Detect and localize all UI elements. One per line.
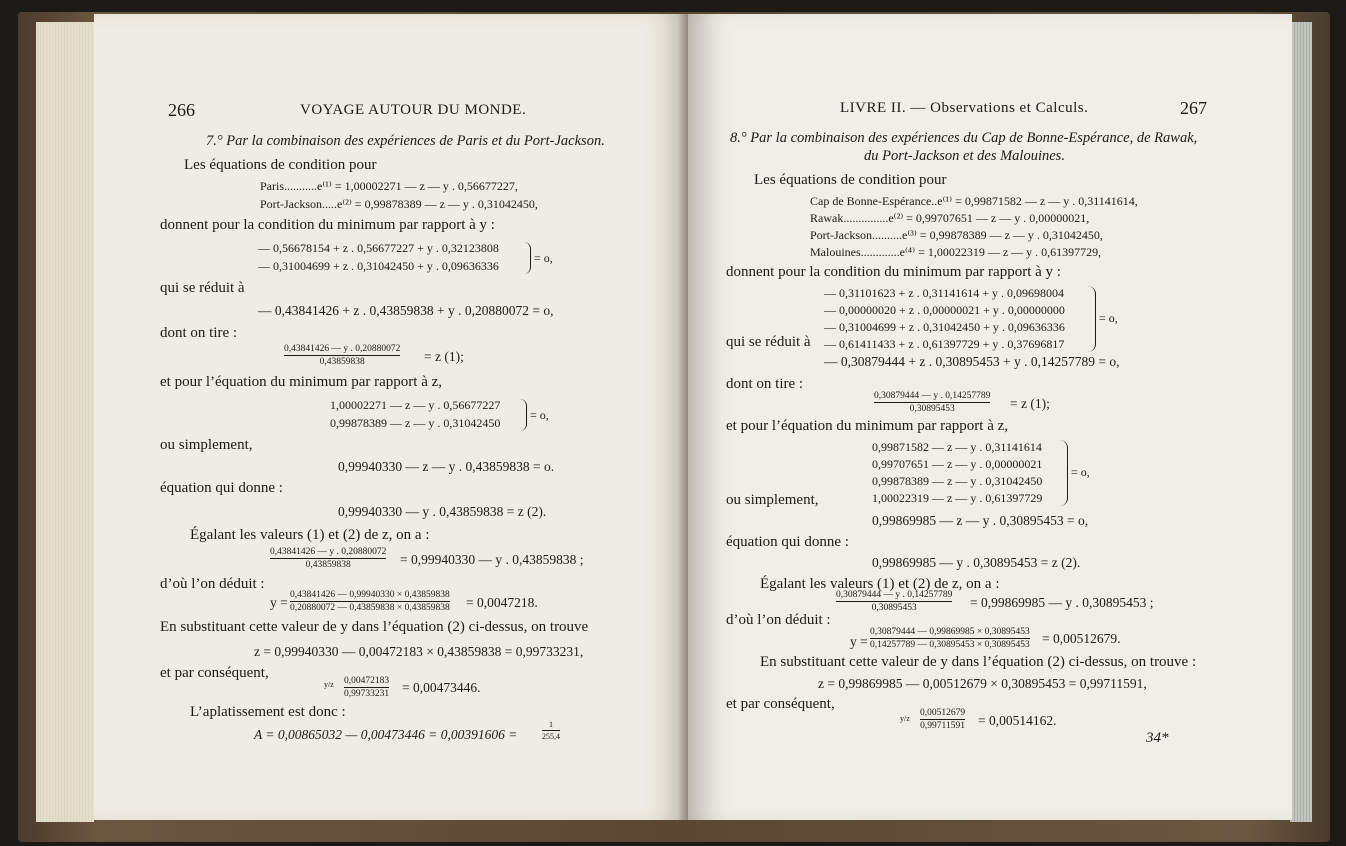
signature-mark: 34* [1146,730,1169,746]
condition-eq-3: Port-Jackson..........e⁽³⁾ = 0,99878389 — z — y . 0,31042450, [810,228,1103,242]
fraction-2-denominator: 0,30895453 [871,603,917,613]
fraction-2-rhs: = 0,99940330 — y . 0,43859838 ; [400,552,584,567]
condition-eq-2: Rawak...............e⁽²⁾ = 0,99707651 — z — y . 0,00000021, [810,211,1090,225]
fraction-1 [284,344,400,367]
min-y-eq-2: — 0,00000020 + z . 0,00000021 + y . 0,00000000 [824,303,1065,317]
equation-donne-text: équation qui donne : [726,534,849,550]
substituant-text: En substituant cette valeur de y dans l’équation (2) ci-dessus, on trouve : [760,654,1197,670]
right-page-edges [1290,22,1312,822]
simplement-text: ou simplement, [726,492,819,508]
fraction-4 [920,708,965,731]
fraction-3-rhs: = 0,00512679. [1042,631,1121,646]
equals-zero: = o, [534,251,553,265]
equals-zero: = o, [1099,311,1118,325]
fraction-1-denominator: 0,43859838 [319,357,365,367]
pour-z-text: et pour l’équation du minimum par rapport à z, [726,418,1009,434]
fraction-4-denominator: 0,99711591 [920,721,965,731]
min-y-eq-2: — 0,31004699 + z . 0,31042450 + y . 0,09636336 [258,259,499,273]
brace [524,242,531,274]
min-y-eq-4: — 0,61411433 + z . 0,61397729 + y . 0,37696817 [824,337,1065,351]
reduces-text: qui se réduit à [726,334,811,350]
egalant-text: Égalant les valeurs (1) et (2) de z, on a : [760,576,1000,592]
dont-on-tire-text: dont on tire : [726,376,804,392]
consequent-text: et par conséquent, [160,665,269,681]
fraction-4-rhs: = 0,00473446. [402,680,481,695]
running-head: LIVRE II. — Observations et Calculs. [840,100,1089,116]
y-lhs: y = [850,634,868,649]
page-number: 266 [168,100,195,120]
equals-zero: = o, [530,408,549,422]
dou-text: d’où l’on déduit : [726,612,831,628]
simple-eq: 0,99869985 — z — y . 0,30895453 = o, [872,513,1089,528]
fraction-1-denominator: 0,30895453 [909,404,955,414]
z-value-eq: z = 0,99940330 — 0,00472183 × 0,43859838 = 0,99733231, [254,644,584,659]
pour-z-text: et pour l’équation du minimum par rapport à z, [160,374,443,390]
section-title: 7.° Par la combinaison des expériences de Paris et du Port-Jackson. [206,133,605,149]
consequent-text: et par conséquent, [726,696,835,712]
min-y-eq-3: — 0,31004699 + z . 0,31042450 + y . 0,09636336 [824,320,1065,334]
min-z-eq-4: 1,00022319 — z — y . 0,61397729 [872,491,1043,505]
reduced-eq: — 0,43841426 + z . 0,43859838 + y . 0,20880072 = o, [258,303,554,318]
left-page-edges [36,22,94,822]
right-page [688,14,1292,820]
equation-2: 0,99940330 — y . 0,43859838 = z (2). [338,504,547,519]
section-title-line-2: du Port-Jackson et des Malouines. [864,148,1065,164]
fraction-4-rhs: = 0,00514162. [978,713,1057,728]
intro-text: Les équations de condition pour [754,172,947,188]
aplatissement-text: L’aplatissement est donc : [190,704,346,720]
fraction-2-rhs: = 0,99869985 — y . 0,30895453 ; [970,595,1154,610]
fraction-2 [836,590,952,613]
fraction-3 [870,627,1030,650]
fraction-4 [344,676,389,699]
min-z-eq-2: 0,99878389 — z — y . 0,31042450 [330,416,501,430]
egalant-text: Égalant les valeurs (1) et (2) de z, on a : [190,527,430,543]
fraction-2-denominator: 0,43859838 [305,560,351,570]
min-y-eq-1: — 0,31101623 + z . 0,31141614 + y . 0,09698004 [824,286,1064,300]
y-lhs: y = [270,595,288,610]
y-over-z: y/z [324,680,334,689]
aplatissement-fraction-numerator: 1 [549,720,553,729]
min-z-eq-2: 0,99707651 — z — y . 0,00000021 [872,457,1043,471]
aplatissement-eq: A = 0,00865032 — 0,00473446 = 0,00391606 = [254,727,518,742]
z-value-eq: z = 0,99869985 — 0,00512679 × 0,30895453 = 0,99711591, [818,676,1147,691]
min-y-text: donnent pour la condition du minimum par rapport à y : [160,217,495,233]
dont-on-tire-text: dont on tire : [160,325,238,341]
condition-eq-2: Port-Jackson.....e⁽²⁾ = 0,99878389 — z — y . 0,31042450, [260,197,538,211]
aplatissement-fraction [542,720,560,741]
simple-eq: 0,99940330 — z — y . 0,43859838 = o. [338,459,555,474]
fraction-4-denominator: 0,99733231 [344,689,390,699]
fraction-2-numerator: 0,43841426 — y . 0,20880072 [270,547,387,557]
intro-text: Les équations de condition pour [184,157,377,173]
equation-donne-text: équation qui donne : [160,480,283,496]
left-page [94,14,688,820]
reduced-eq: — 0,30879444 + z . 0,30895453 + y . 0,14257789 = o, [824,354,1120,369]
section-title-line-1: 8.° Par la combinaison des expériences du Cap de Bonne-Espérance, de Rawak, [730,130,1198,146]
substituant-text: En substituant cette valeur de y dans l’équation (2) ci-dessus, on trouve [160,619,589,635]
y-over-z: y/z [900,714,910,723]
fraction-3-numerator: 0,30879444 — 0,99869985 × 0,30895453 [870,627,1030,637]
equation-2: 0,99869985 — y . 0,30895453 = z (2). [872,555,1081,570]
dou-text: d’où l’on déduit : [160,576,265,592]
equals-zero: = o, [1071,465,1090,479]
condition-eq-1: Cap de Bonne-Espérance..e⁽¹⁾ = 0,99871582 — z — y . 0,31141614, [810,194,1138,208]
aplatissement-fraction-denominator: 255,4 [542,732,560,741]
min-z-eq-1: 1,00002271 — z — y . 0,56677227 [330,398,501,412]
fraction-1 [874,391,990,414]
condition-eq-4: Malouines.............e⁽⁴⁾ = 1,00022319 — z — y . 0,61397729, [810,245,1102,259]
fraction-3-numerator: 0,43841426 — 0,99940330 × 0,43859838 [290,590,450,600]
simplement-text: ou simplement, [160,437,253,453]
fraction-4-numerator: 0,00472183 [344,676,390,686]
fraction-2 [270,547,386,570]
condition-eq-1: Paris...........e⁽¹⁾ = 1,00002271 — z — y . 0,56677227, [260,179,518,193]
fraction-1-rhs: = z (1); [424,349,464,364]
fraction-3-denominator: 0,14257789 — 0,30895453 × 0,30895453 [870,640,1030,650]
min-z-eq-1: 0,99871582 — z — y . 0,31141614 [872,440,1042,454]
fraction-1-numerator: 0,43841426 — y . 0,20880072 [284,344,401,354]
fraction-3 [290,590,450,613]
min-z-eq-3: 0,99878389 — z — y . 0,31042450 [872,474,1043,488]
min-y-eq-1: — 0,56678154 + z . 0,56677227 + y . 0,32123808 [258,241,499,255]
fraction-4-numerator: 0,00512679 [920,708,966,718]
fraction-2-numerator: 0,30879444 — y . 0,14257789 [836,590,953,600]
brace [1088,286,1096,352]
page-number: 267 [1180,98,1207,118]
reduces-text: qui se réduit à [160,280,245,296]
fraction-1-numerator: 0,30879444 — y . 0,14257789 [874,391,991,401]
brace [1060,440,1068,506]
brace [520,399,527,431]
min-y-text: donnent pour la condition du minimum par rapport à y : [726,264,1061,280]
fraction-1-rhs: = z (1); [1010,396,1050,411]
fraction-3-denominator: 0,20880072 — 0,43859838 × 0,43859838 [290,603,450,613]
running-head: VOYAGE AUTOUR DU MONDE. [300,102,527,118]
fraction-3-rhs: = 0,0047218. [466,595,538,610]
